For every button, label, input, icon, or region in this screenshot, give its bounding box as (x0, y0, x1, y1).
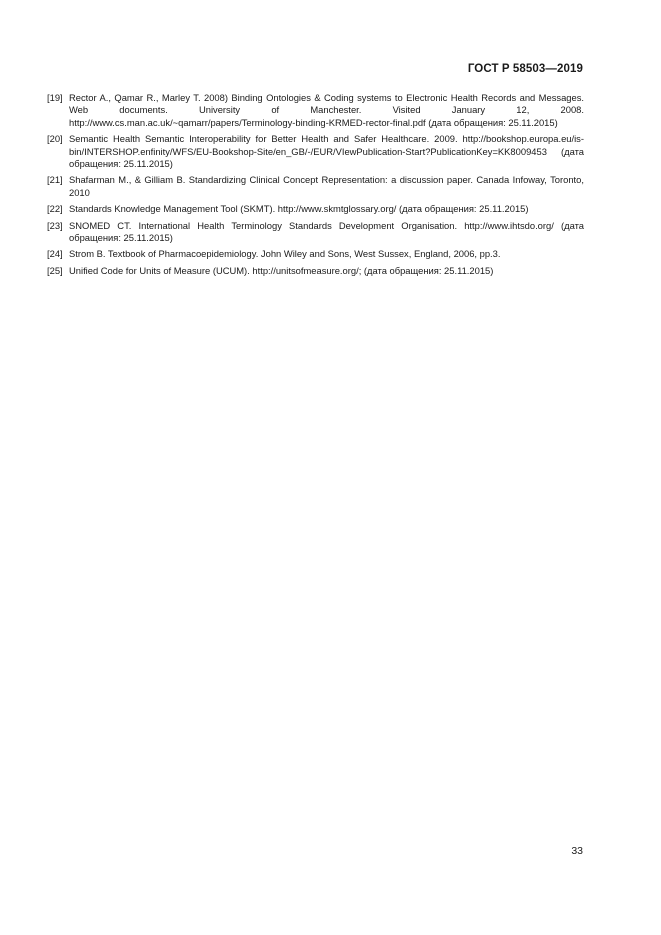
reference-item (47, 92, 584, 129)
reference-item (47, 248, 584, 260)
reference-number: [22] (47, 203, 63, 215)
reference-text: Rector A., Qamar R., Marley T. 2008) Binding Ontologies & Coding systems to Electronic Health Records and Messages. Web documents. University of Manchester. Visited January 12, 2008. http://www.cs.man.ac.uk/~qamarr/papers/Terminology-binding-KRMED-rector-final.pdf (дата обращения: 25.11.2015) (69, 92, 584, 128)
page-header-standard: ГОСТ Р 58503—2019 (467, 63, 583, 75)
reference-number: [19] (47, 92, 63, 103)
reference-text: SNOMED CT. International Health Terminology Standards Development Organisation. http://www.ihtsdo.org/ (дата обращения: 25.11.2015) (69, 219, 584, 244)
reference-item (47, 203, 584, 215)
reference-item (47, 220, 584, 245)
reference-item (47, 174, 584, 199)
reference-number: [21] (47, 174, 63, 186)
reference-number: [20] (47, 133, 63, 145)
reference-text: Semantic Health Semantic Interoperability for Better Health and Safer Healthcare. 2009. http://bookshop.europa.eu/is-bin/INTERSHOP.enfinity/WFS/EU-Bookshop-Site/en_GB/-/EUR/VIewPublication-Start?PublicationKey=KK8009453 (дата обращения: 25.11.2015) (69, 133, 584, 170)
reference-item (47, 265, 584, 277)
reference-text: Strom B. Textbook of Pharmacoepidemiology. John Wiley and Sons, West Sussex, England, 2006, pp.3. (69, 248, 501, 260)
reference-number: [24] (47, 248, 63, 260)
reference-list (47, 92, 584, 281)
reference-text: Unified Code for Units of Measure (UCUM). http://unitsofmeasure.org/; (дата обращения: 25.11.2015) (69, 264, 494, 276)
reference-text: Shafarman M., & Gilliam B. Standardizing Clinical Concept Representation: a discussion paper. Canada Infoway, Toronto, 2010 (69, 174, 584, 198)
reference-text: Standards Knowledge Management Tool (SKMT). http://www.skmtglossary.org/ (дата обращения: 25.11.2015) (69, 203, 529, 215)
reference-number: [23] (47, 219, 63, 231)
reference-item (47, 133, 584, 170)
page-number: 33 (571, 845, 583, 857)
reference-number: [25] (47, 264, 63, 276)
